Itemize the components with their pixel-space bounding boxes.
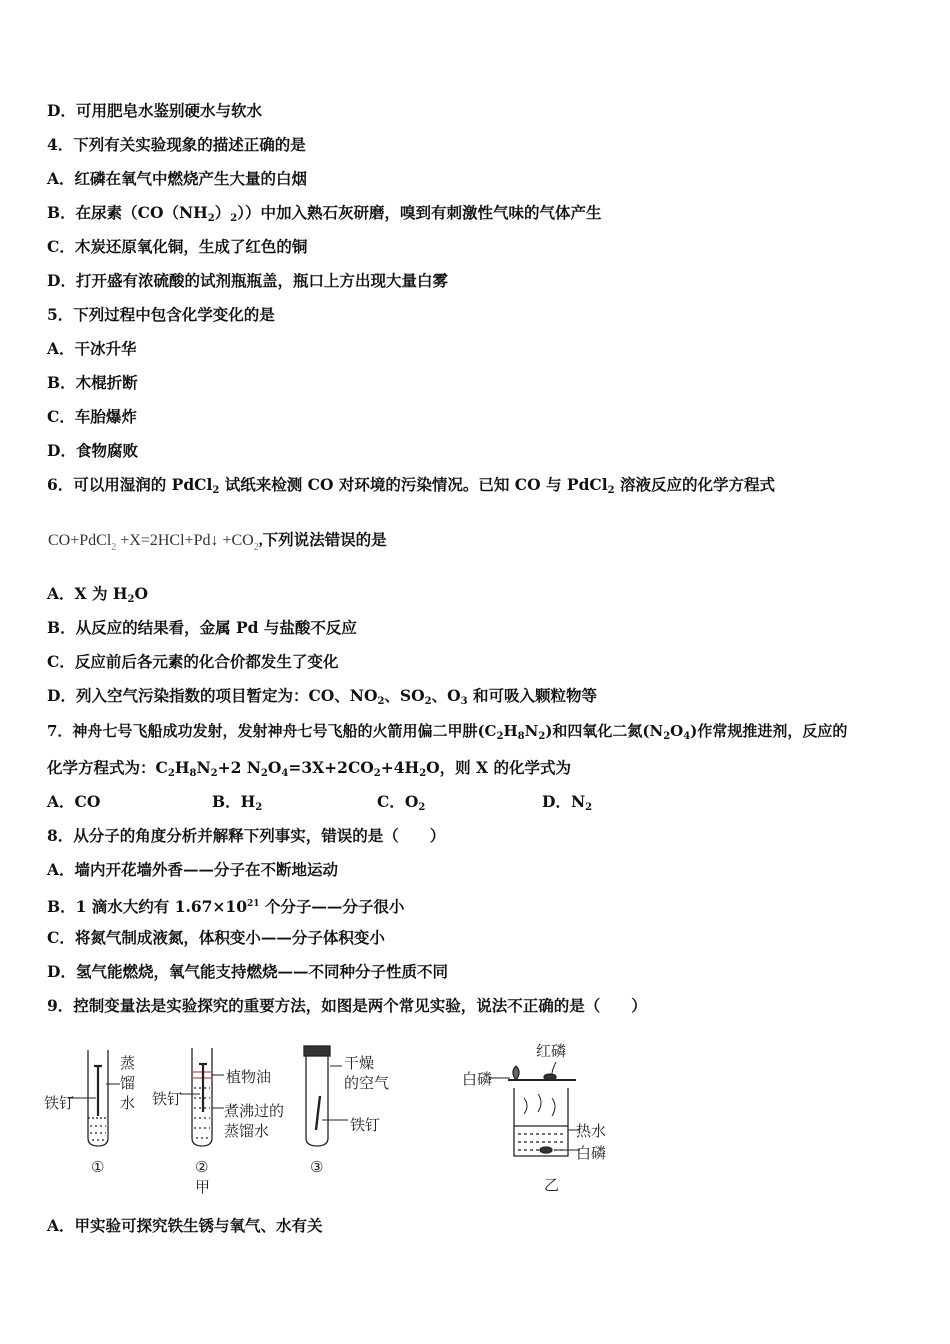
q9-option-a: A．甲实验可探究铁生锈与氧气、水有关 [47,1216,323,1235]
q4-option-b: B．在尿素$(CO(NH_2)_2)$）中加入熟石灰研磨，嗅到有刺激性气味的气体产生 [47,203,602,224]
q6-stem: 6．可以用湿润的 PdCl$_2$ 试纸来检测 CO 对环境的污染情况。已知 CO 与 PdCl$_2$ 溶液反应的化学方程式 [47,475,776,496]
label-white-phosphorus-top: 白磷 [462,1070,493,1088]
label-red-phosphorus: 红磷 [536,1042,567,1060]
label-water-1c: 水 [120,1094,136,1112]
q5-option-d: D．食物腐败 [47,441,138,460]
q8-option-b: B．1 滴水大约有 $1.67\times 10^{21}$ 个分子——分子很小 [47,897,405,916]
label-num-3: ③ [310,1158,324,1176]
q4-option-c: C．木炭还原氧化铜，生成了红色的铜 [47,237,308,256]
label-dry-1: 干燥 [344,1054,375,1072]
label-nail-1: 铁钉 [44,1094,75,1112]
label-dry-2: 的空气 [344,1074,390,1092]
label-hot-water: 热水 [576,1122,607,1140]
q7-option-a: A．CO [47,792,101,811]
q7-option-d: D．$N_2$ [542,792,593,813]
q5-option-b: B．木棍折断 [47,373,138,392]
label-water-1a: 蒸 [120,1054,136,1072]
beaker-apparatus [488,1062,580,1156]
q6-equation: CO+PdCl$_2$ +X=2HCl+Pd↓ $+CO_2$,下列说法错误的是 [48,532,387,553]
q8-option-d: D．氢气能燃烧，氧气能支持燃烧——不同种分子性质不同 [47,962,448,981]
q9-experiment-figure [40,1038,640,1198]
label-white-phosphorus-bottom: 白磷 [576,1144,607,1162]
label-oil: 植物油 [226,1068,272,1086]
label-num-1: ① [91,1158,105,1176]
q7-stem: 7．神舟七号飞船成功发射，发射神舟七号飞船的火箭用偏二甲肼$(C_2H_8N_2)$和四氧化二氮$(N_2O_4)$作常规推进剂，反应的 [47,722,848,742]
q4-option-a: A．红磷在氧气中燃烧产生大量的白烟 [47,169,308,188]
q9-stem: 9．控制变量法是实验探究的重要方法，如图是两个常见实验，说法不正确的是（ ） [47,996,647,1015]
nail-3 [316,1096,320,1130]
q8-stem: 8．从分子的角度分析并解释下列事实，错误的是（ ） [47,826,446,845]
q8-option-c: C．将氮气制成液氮，体积变小——分子体积变小 [47,928,385,947]
q4-stem: 4．下列有关实验现象的描述正确的是 [47,135,306,154]
label-nail-3: 铁钉 [350,1116,381,1134]
q6-option-a: A．X 为 $H_2O$ [47,584,148,605]
label-num-2: ② [195,1158,209,1176]
q6-option-c: C．反应前后各元素的化合价都发生了变化 [47,652,339,671]
q7-stem-2: 化学方程式为：$C_2H_8N_2+2$ $N_2O_4=3X+2CO_2+4H_2O$，则 X 的化学式为 [47,758,571,779]
label-yi: 乙 [544,1176,560,1194]
q5-stem: 5．下列过程中包含化学变化的是 [47,305,275,324]
q5-option-a: A．干冰升华 [47,339,137,358]
q6-option-b: B．从反应的结果看，金属 Pd 与盐酸不反应 [47,618,357,637]
test-tube-3 [304,1046,330,1146]
label-boiled-2: 蒸馏水 [224,1122,270,1140]
q5-option-c: C．车胎爆炸 [47,407,137,426]
label-nail-2: 铁钉 [152,1090,183,1108]
label-jia: 甲 [195,1178,211,1196]
q6-option-d: D．列入空气污染指数的项目暂定为：CO、$NO_2$、$SO_2$、$O_3$ 和可吸入颗粒物等 [47,686,597,707]
label-water-1b: 馏 [120,1074,136,1092]
q7-option-b: B．$H_2$ [212,792,263,813]
q8-option-a: A．墙内开花墙外香——分子在不断地运动 [47,860,339,879]
q7-option-c: C．$O_2$ [377,792,426,813]
q4-option-d: D．打开盛有浓硫酸的试剂瓶瓶盖，瓶口上方出现大量白雾 [47,271,448,290]
q3-option-d: D．可用肥皂水鉴别硬水与软水 [47,101,262,120]
label-boiled-1: 煮沸过的 [224,1102,285,1120]
